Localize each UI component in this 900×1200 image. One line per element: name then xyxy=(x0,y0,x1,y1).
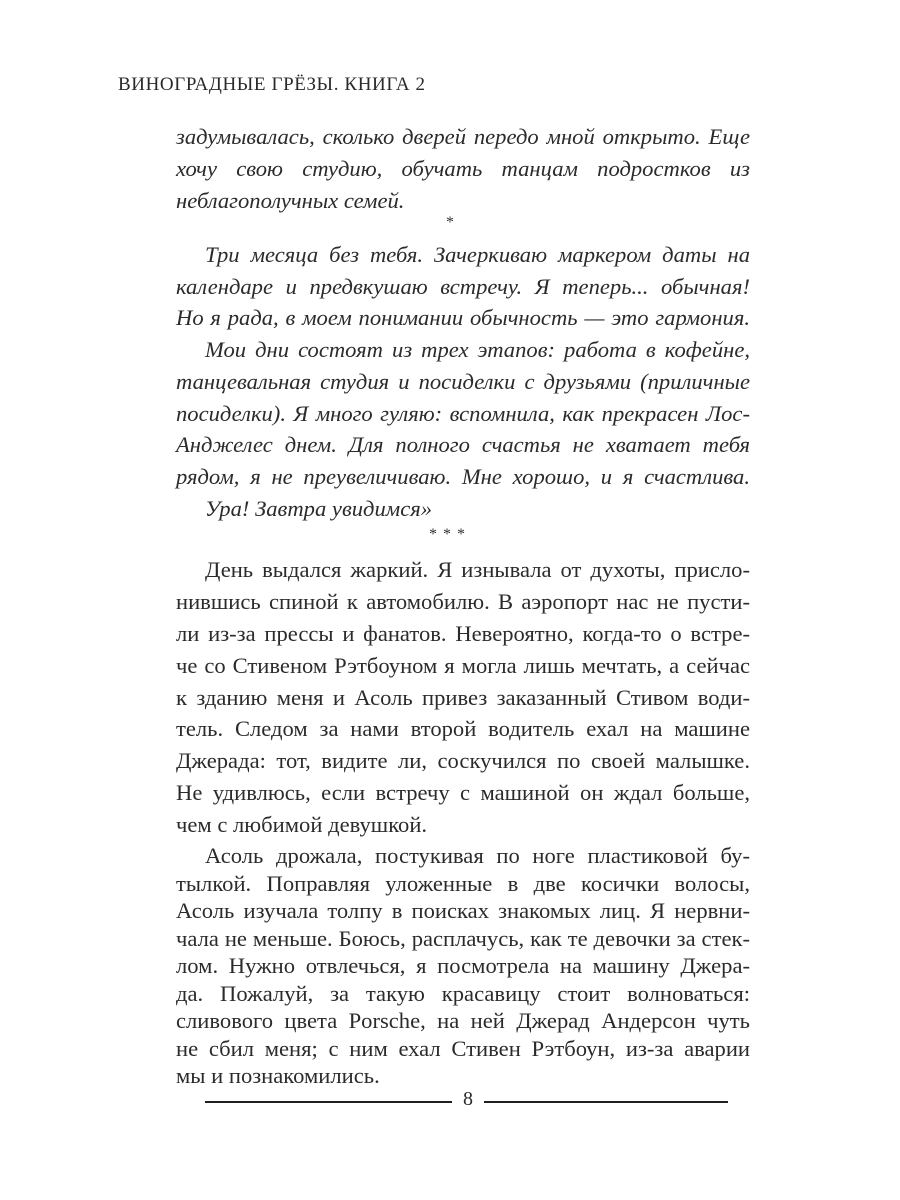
text-line: Мои дни состоят из трех этапов: работа в кофейне, xyxy=(205,337,750,362)
text-line: посиделки). Я много гуляю: вспомнила, как прекрасен Лос- xyxy=(176,401,750,426)
section-separator-stars: *** xyxy=(429,526,471,543)
text-line: День выдался жаркий. Я изнывала от духоты, присло- xyxy=(205,557,750,582)
running-header: ВИНОГРАДНЫЕ ГРЁЗЫ. КНИГА 2 xyxy=(118,74,426,95)
text-line: ли из-за прессы и фанатов. Невероятно, когда-то о встре- xyxy=(176,621,750,646)
text-line: тылкой. Поправляя уложенные в две косички волосы, xyxy=(176,870,750,896)
text-line: Ура! Завтра увидимся» xyxy=(205,496,433,521)
section-separator-star: * xyxy=(446,214,454,231)
text-line: лом. Нужно отвлечься, я посмотрела на машину Джера- xyxy=(176,953,750,978)
text-line: мы и познакомились. xyxy=(176,1063,380,1088)
text-line: Анджелес днем. Для полного счастья не хватает тебя xyxy=(176,432,750,457)
text-line: чем с любимой девушкой. xyxy=(176,812,428,837)
text-line: не сбил меня; с ним ехал Стивен Рэтбоун, из-за аварии xyxy=(176,1035,750,1061)
text-line: хочу свою студию, обучать танцам подростков из xyxy=(176,156,750,181)
text-line: нившись спиной к автомобилю. В аэропорт нас не пусти- xyxy=(176,589,750,614)
text-line: календаре и предвкушаю встречу. Я теперь... обычная! xyxy=(176,274,750,299)
folio-rule-left xyxy=(205,1101,452,1103)
text-line: задумывалась, сколько дверей передо мной открыто. Еще xyxy=(176,124,750,149)
text-line: да. Пожалуй, за такую красавицу стоит волноваться: xyxy=(176,980,750,1006)
text-line: Три месяца без тебя. Зачеркиваю маркером даты на xyxy=(205,242,750,267)
text-line: танцевальная студия и посиделки с друзьями (приличные xyxy=(176,369,750,394)
text-line: чала не меньше. Боюсь, расплачусь, как те девочки за стек- xyxy=(176,925,750,951)
text-line: че со Стивеном Рэтбоуном я могла лишь мечтать, а сейчас xyxy=(176,653,750,678)
text-line: неблагополучных семей. xyxy=(176,188,405,213)
folio-rule-right xyxy=(484,1101,728,1103)
text-line: тель. Следом за нами второй водитель ехал на машине xyxy=(176,716,750,741)
text-line: Не удивлюсь, если встречу с машиной он ждал больше, xyxy=(176,780,750,805)
page-number: 8 xyxy=(463,1088,473,1110)
text-line: рядом, я не преувеличиваю. Мне хорошо, и я счастлива. xyxy=(176,464,750,489)
text-line: Но я рада, в моем понимании обычность — это гармония. xyxy=(176,305,750,330)
text-line: к зданию меня и Асоль привез заказанный Стивом води- xyxy=(176,685,750,710)
text-line: Джерада: тот, видите ли, соскучился по своей малышке. xyxy=(176,748,750,773)
text-line: сливового цвета Porsche, на ней Джерад Андерсон чуть xyxy=(176,1008,750,1033)
text-line: Асоль изучала толпу в поисках знакомых лиц. Я нервни- xyxy=(176,898,750,923)
text-line: Асоль дрожала, постукивая по ноге пластиковой бу- xyxy=(205,843,750,868)
